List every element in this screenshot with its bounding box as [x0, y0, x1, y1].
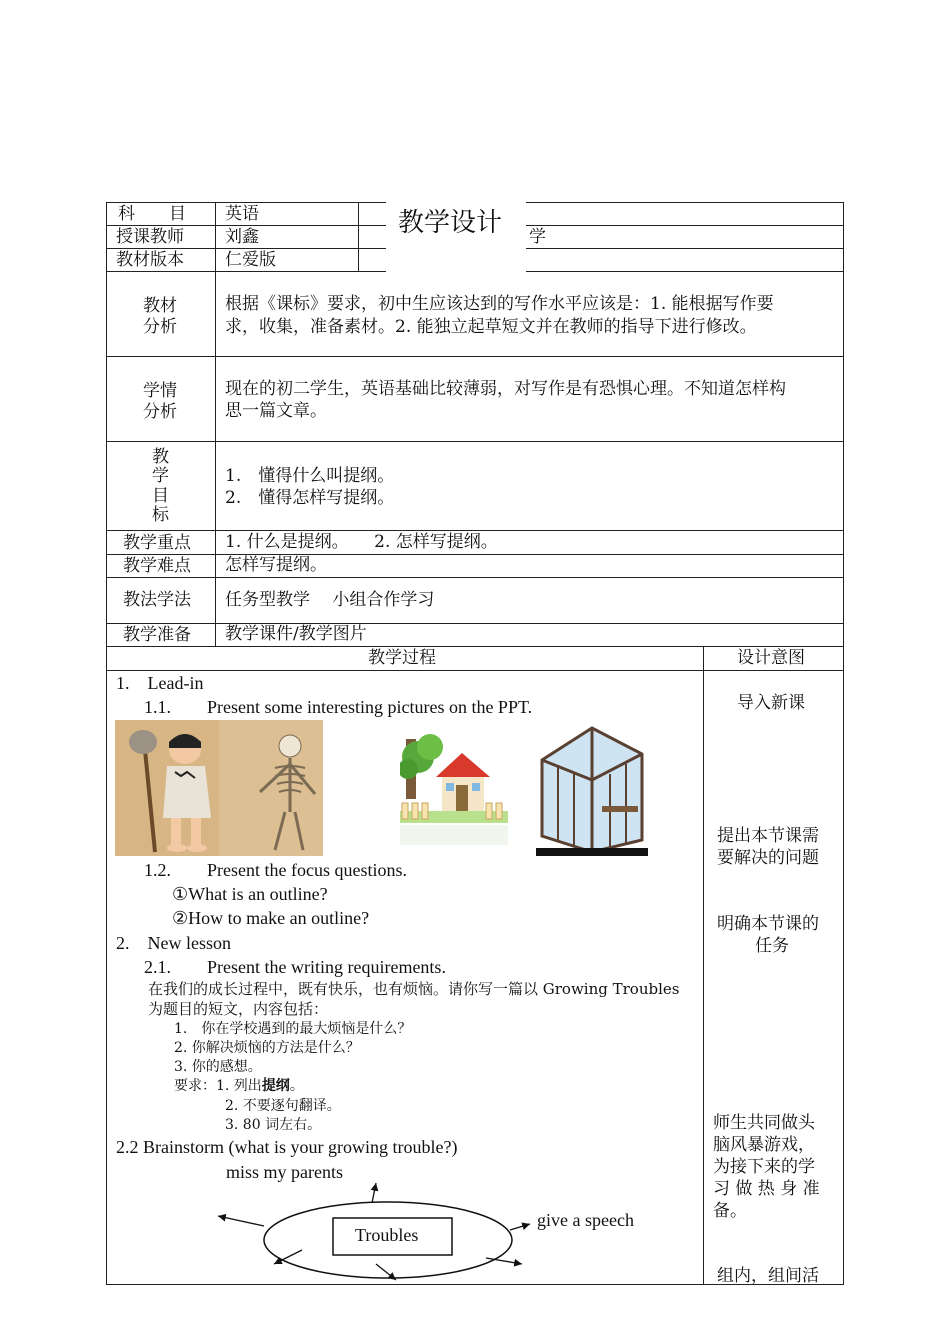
difficulty-label: 教学难点: [123, 556, 191, 576]
teacher-label: 授课教师: [116, 227, 184, 247]
mindmap-center-label: Troubles: [355, 1225, 419, 1245]
lead-in-cartoon-picture: [115, 720, 323, 856]
step-2-2: 2.2 Brainstorm (what is your growing trouble?): [116, 1137, 458, 1157]
material-text-1: 根据《课标》要求，初中生应该达到的写作水平应该是：1. 能根据写作要: [225, 294, 774, 314]
intent-3-line-2: 任务: [755, 936, 789, 956]
greenhouse-picture: [536, 724, 648, 856]
methods-value: 任务型教学 小组合作学习: [225, 590, 435, 610]
demand-1-suffix: 。: [289, 1078, 304, 1094]
intent-4-line-2: 脑风暴游戏，: [713, 1135, 815, 1155]
intent-header: 设计意图: [737, 648, 805, 668]
new-lesson-heading: 2. New lesson: [116, 933, 231, 953]
intent-4-line-5: 备。: [713, 1201, 747, 1221]
student-text-2: 思一篇文章。: [225, 401, 327, 421]
material-label-1: 教材: [143, 296, 177, 316]
requirement-item-1: 1. 你在学校遇到的最大烦恼是什么？: [174, 1021, 412, 1037]
step-1-2: 1.2. Present the focus questions.: [144, 860, 407, 880]
demand-2: 2. 不要逐句翻译。: [225, 1098, 341, 1114]
mindmap-right-label: give a speech: [537, 1210, 634, 1230]
material-label-2: 分析: [143, 317, 177, 337]
page-title: 教学设计: [398, 208, 503, 238]
goals-label-3: 目: [152, 486, 169, 506]
intent-5: 组内，组间活: [717, 1266, 819, 1286]
demand-1-bold: 提纲: [261, 1078, 290, 1094]
preparation-label: 教学准备: [123, 625, 191, 645]
subject-label: 科 目: [118, 204, 186, 224]
preparation-value: 教学课件/教学图片: [225, 624, 367, 644]
keypoints-value: 1. 什么是提纲。 2. 怎样写提纲。: [225, 532, 498, 552]
lead-in-heading: 1. Lead-in: [116, 673, 204, 693]
requirement-line-1: 在我们的成长过程中，既有快乐，也有烦恼。请你写一篇以 Growing Troubles: [148, 980, 680, 998]
intent-4-line-3: 为接下来的学: [713, 1157, 815, 1177]
subject-value: 英语: [225, 204, 259, 224]
student-text-1: 现在的初二学生，英语基础比较薄弱，对写作是有恐惧心理。不知道怎样构: [225, 379, 786, 399]
intent-2-line-2: 要解决的问题: [717, 848, 819, 868]
intent-4-line-4: 习 做 热 身 准: [713, 1179, 820, 1199]
requirement-line-2: 为题目的短文，内容包括：: [148, 1000, 329, 1018]
house-picture: [400, 733, 508, 845]
intent-3-line-1: 明确本节课的: [717, 914, 819, 934]
material-text-2: 求，收集，准备素材。2. 能独立起草短文并在教师的指导下进行修改。: [225, 317, 757, 337]
keypoints-label: 教学重点: [123, 533, 191, 553]
intent-1: 导入新课: [737, 693, 805, 713]
edition-label: 教材版本: [116, 250, 184, 270]
header-fragment: 学: [529, 227, 546, 247]
student-label-2: 分析: [143, 402, 177, 422]
demand-3: 3. 80 词左右。: [225, 1117, 322, 1133]
intent-2-line-1: 提出本节课需: [717, 826, 819, 846]
goals-label-2: 学: [152, 466, 169, 486]
requirement-item-2: 2. 你解决烦恼的方法是什么？: [174, 1040, 360, 1056]
teacher-value: 刘鑫: [225, 227, 259, 247]
methods-label: 教法学法: [123, 590, 191, 610]
intent-4-line-1: 师生共同做头: [713, 1113, 815, 1133]
requirement-item-3: 3. 你的感想。: [174, 1059, 262, 1075]
goal-item-1: 1. 懂得什么叫提纲。: [225, 466, 395, 486]
student-label-1: 学情: [143, 381, 177, 401]
difficulty-value: 怎样写提纲。: [225, 555, 327, 575]
goals-label-4: 标: [152, 505, 169, 525]
demand-1: [174, 1077, 304, 1096]
focus-question-1: ①What is an outline?: [172, 884, 328, 904]
goals-label-1: 教: [152, 447, 169, 467]
step-2-1: 2.1. Present the writing requirements.: [144, 957, 446, 977]
focus-question-2: ②How to make an outline?: [172, 908, 370, 928]
edition-value: 仁爱版: [225, 250, 276, 270]
mindmap-top-label: miss my parents: [226, 1162, 343, 1182]
goal-item-2: 2. 懂得怎样写提纲。: [225, 488, 395, 508]
step-1-1: 1.1. Present some interesting pictures on the PPT.: [144, 697, 533, 717]
demand-1-prefix: 要求：1. 列出: [174, 1078, 262, 1094]
process-header: 教学过程: [368, 648, 436, 668]
